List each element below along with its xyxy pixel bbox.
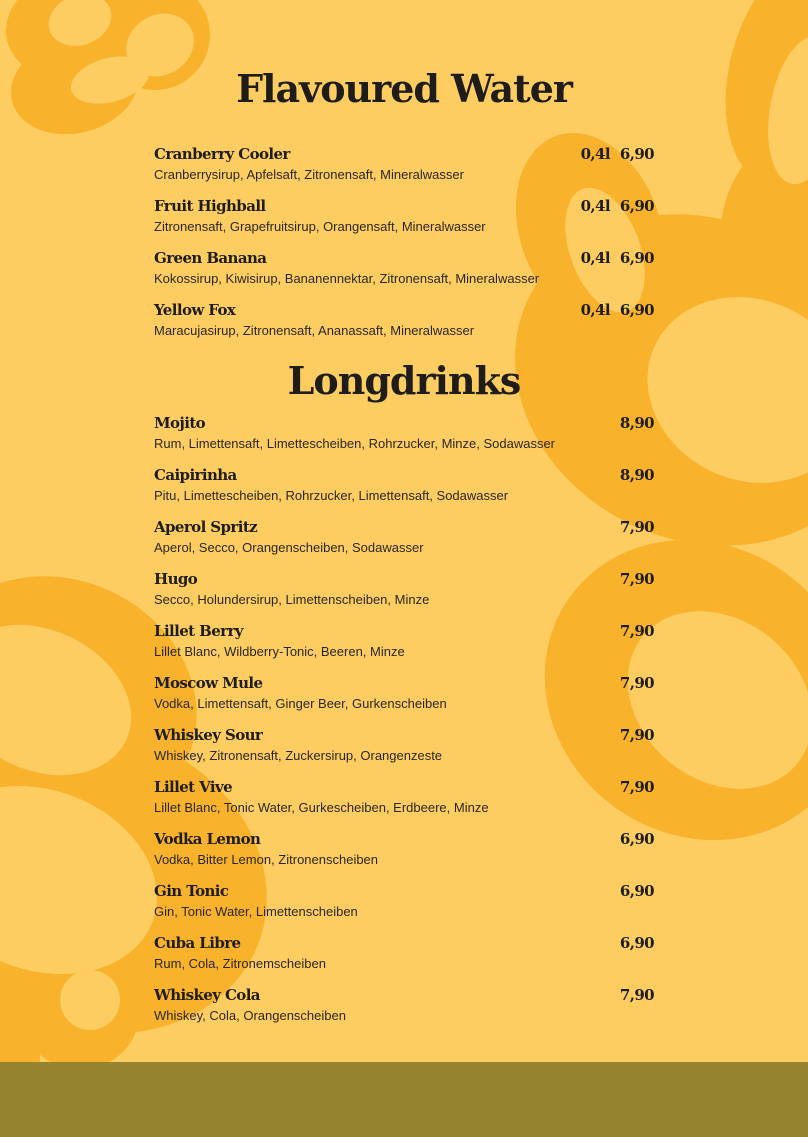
item-price: 7,90 [619, 674, 654, 692]
menu-item [154, 934, 654, 978]
item-price: 7,90 [619, 518, 654, 536]
item-name: Cuba Libre [154, 934, 241, 952]
item-description: Maracujasirup, Zitronensaft, Ananassaft, Mineralwasser [154, 323, 475, 338]
item-name: Vodka Lemon [154, 830, 261, 848]
item-description: Rum, Cola, Zitronemscheiben [154, 956, 326, 971]
item-price: 7,90 [619, 622, 654, 640]
item-volume: 0,4l [580, 197, 610, 215]
menu-item [154, 778, 654, 822]
item-description: Pitu, Limettescheiben, Rohrzucker, Limettensaft, Sodawasser [154, 488, 509, 503]
item-name: Lillet Vive [154, 778, 233, 796]
item-description: Vodka, Limettensaft, Ginger Beer, Gurkenscheiben [154, 696, 447, 711]
item-price: 6,90 [619, 145, 654, 163]
item-description: Zitronensaft, Grapefruitsirup, Orangensaft, Mineralwasser [154, 219, 486, 234]
item-description: Vodka, Bitter Lemon, Zitronenscheiben [154, 852, 379, 867]
item-price: 6,90 [619, 830, 654, 848]
item-name: Lillet Berry [154, 622, 243, 640]
item-name: Hugo [154, 570, 198, 588]
menu-item [154, 249, 654, 293]
item-description: Whiskey, Cola, Orangenscheiben [154, 1008, 346, 1023]
section-title-flavoured-water: Flavoured Water [236, 66, 572, 111]
item-price: 7,90 [619, 570, 654, 588]
item-name: Yellow Fox [154, 301, 236, 319]
item-price: 6,90 [619, 934, 654, 952]
menu-item [154, 466, 654, 510]
item-name: Green Banana [154, 249, 267, 267]
item-price: 6,90 [619, 197, 654, 215]
item-price: 6,90 [619, 882, 654, 900]
menu-item [154, 518, 654, 562]
menu-item [154, 674, 654, 718]
menu-item [154, 145, 654, 189]
item-description: Lillet Blanc, Tonic Water, Gurkescheiben, Erdbeere, Minze [154, 800, 489, 815]
item-description: Whiskey, Zitronensaft, Zuckersirup, Orangenzeste [154, 748, 443, 763]
item-name: Whiskey Cola [154, 986, 260, 1004]
item-name: Cranberry Cooler [154, 145, 290, 163]
menu-item [154, 622, 654, 666]
item-price: 6,90 [619, 249, 654, 267]
item-volume: 0,4l [580, 301, 610, 319]
menu-item [154, 414, 654, 458]
item-price: 7,90 [619, 986, 654, 1004]
item-name: Caipirinha [154, 466, 237, 484]
item-price: 8,90 [619, 466, 654, 484]
item-description: Gin, Tonic Water, Limettenscheiben [154, 904, 358, 919]
item-description: Lillet Blanc, Wildberry-Tonic, Beeren, Minze [154, 644, 405, 659]
item-price: 7,90 [619, 778, 654, 796]
item-price: 6,90 [619, 301, 654, 319]
item-description: Rum, Limettensaft, Limettescheiben, Rohrzucker, Minze, Sodawasser [154, 436, 556, 451]
menu-item [154, 197, 654, 241]
item-name: Mojito [154, 414, 206, 432]
item-description: Aperol, Secco, Orangenscheiben, Sodawasser [154, 540, 424, 555]
item-description: Cranberrysirup, Apfelsaft, Zitronensaft, Mineralwasser [154, 167, 464, 182]
menu-item [154, 882, 654, 926]
item-name: Aperol Spritz [154, 518, 258, 536]
item-description: Secco, Holundersirup, Limettenscheiben, Minze [154, 592, 430, 607]
item-volume: 0,4l [580, 249, 610, 267]
item-name: Fruit Highball [154, 197, 266, 215]
menu-item [154, 726, 654, 770]
menu-item [154, 301, 654, 345]
item-price: 7,90 [619, 726, 654, 744]
item-name: Gin Tonic [154, 882, 229, 900]
menu-item [154, 986, 654, 1030]
item-price: 8,90 [619, 414, 654, 432]
section-title-longdrinks: Longdrinks [287, 358, 521, 403]
item-description: Kokossirup, Kiwisirup, Bananennektar, Zitronensaft, Mineralwasser [154, 271, 540, 286]
footer-band [0, 1062, 808, 1137]
item-name: Whiskey Sour [154, 726, 263, 744]
menu-item [154, 570, 654, 614]
item-volume: 0,4l [580, 145, 610, 163]
menu-item [154, 830, 654, 874]
item-name: Moscow Mule [154, 674, 263, 692]
